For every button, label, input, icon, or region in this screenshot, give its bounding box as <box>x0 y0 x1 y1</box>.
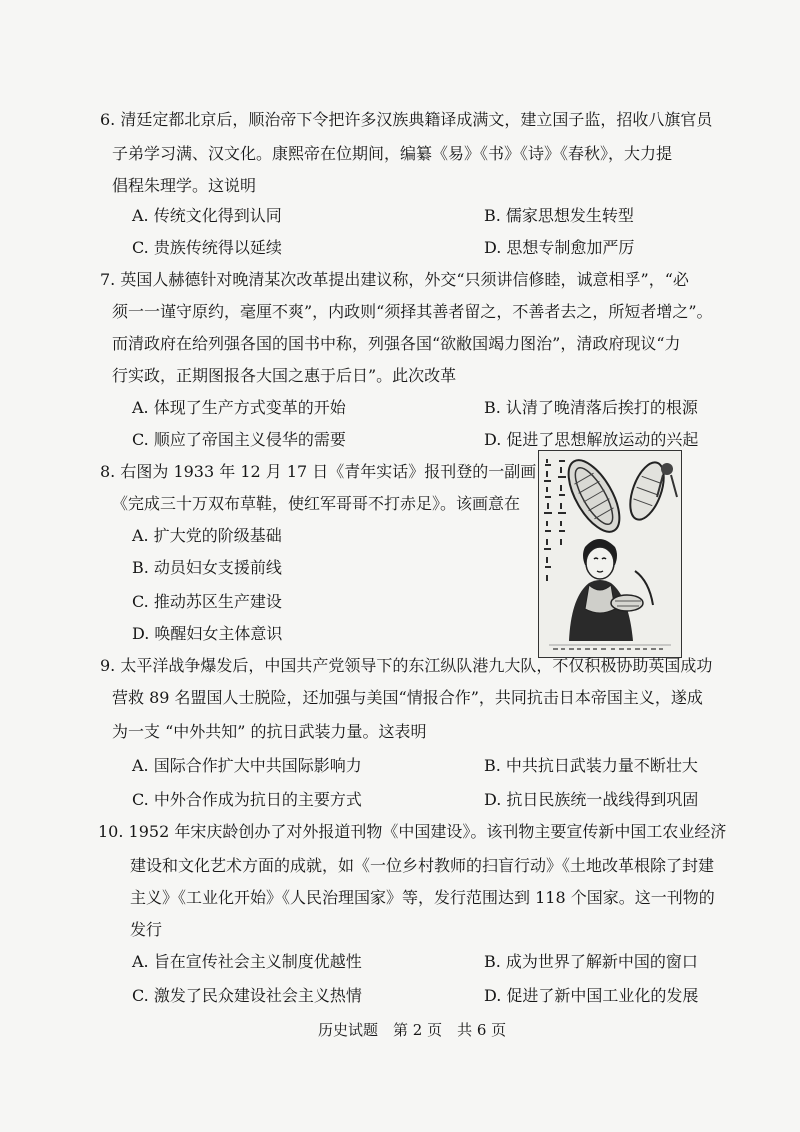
page-footer: 历史试题 第 2 页 共 6 页 <box>318 1021 507 1039</box>
q6-option-d: D. 思想专制愈加严厉 <box>484 238 635 257</box>
q9-option-b: B. 中共抗日武装力量不断壮大 <box>484 756 698 775</box>
q7-option-a: A. 体现了生产方式变革的开始 <box>132 398 346 417</box>
q8-stem-line-2: 《完成三十万双布草鞋，使红军哥哥不打赤足》。该画意在 <box>112 494 521 513</box>
illustration-drawing <box>539 451 681 657</box>
q6-option-b: B. 儒家思想发生转型 <box>484 206 634 225</box>
q10-option-b: B. 成为世界了解新中国的窗口 <box>484 952 698 971</box>
q8-option-b: B. 动员妇女支援前线 <box>132 558 282 577</box>
q9-option-c: C. 中外合作成为抗日的主要方式 <box>132 790 362 809</box>
q6-option-c: C. 贵族传统得以延续 <box>132 238 282 257</box>
q7-stem-line-1: 7. 英国人赫德针对晚清某次改革提出建议称，外交“只须讲信修睦，诚意相孚”，“必 <box>100 270 689 289</box>
q7-option-d: D. 促进了思想解放运动的兴起 <box>484 430 699 449</box>
q7-stem-line-2: 须一一谨守原约，毫厘不爽”，内政则“须择其善者留之，不善者去之，所短者增之”。 <box>112 302 713 321</box>
propaganda-illustration <box>538 450 682 658</box>
q9-stem-line-2: 营救 89 名盟国人士脱险，还加强与美国“情报合作”，共同抗击日本帝国主义，遂成 <box>112 688 703 707</box>
q7-option-b: B. 认清了晚清落后挨打的根源 <box>484 398 698 417</box>
q10-option-d: D. 促进了新中国工业化的发展 <box>484 986 699 1005</box>
q6-option-a: A. 传统文化得到认同 <box>132 206 282 225</box>
q7-option-c: C. 顺应了帝国主义侵华的需要 <box>132 430 346 449</box>
q10-option-c: C. 激发了民众建设社会主义热情 <box>132 986 362 1005</box>
q8-option-a: A. 扩大党的阶级基础 <box>132 526 282 545</box>
q10-stem-line-1: 10. 1952 年宋庆龄创办了对外报道刊物《中国建设》。该刊物主要宣传新中国工农业经济 <box>98 822 727 841</box>
q9-stem-line-1: 9. 太平洋战争爆发后，中国共产党领导下的东江纵队港九大队，不仅积极协助英国成功 <box>100 656 713 675</box>
q6-stem-line-3: 倡程朱理学。这说明 <box>112 176 257 195</box>
q9-option-a: A. 国际合作扩大中共国际影响力 <box>132 756 362 775</box>
q8-option-d: D. 唤醒妇女主体意识 <box>132 624 283 643</box>
q8-stem-line-1: 8. 右图为 1933 年 12 月 17 日《青年实话》报刊登的一副画 <box>100 462 537 481</box>
q6-stem-line-2: 子弟学习满、汉文化。康熙帝在位期间，编纂《易》《书》《诗》《春秋》，大力提 <box>112 144 673 163</box>
q8-option-c: C. 推动苏区生产建设 <box>132 592 282 611</box>
q6-stem-line-1: 6. 清廷定都北京后，顺治帝下令把许多汉族典籍译成满文，建立国子监，招收八旗官员 <box>100 110 713 129</box>
q10-stem-line-2: 建设和文化艺术方面的成就，如《一位乡村教师的扫盲行动》《土地改革根除了封建 <box>130 856 715 875</box>
q9-option-d: D. 抗日民族统一战线得到巩固 <box>484 790 699 809</box>
q7-stem-line-4: 行实政，正期图报各大国之惠于后日”。此次改革 <box>112 366 457 385</box>
q10-stem-line-4: 发行 <box>130 920 163 939</box>
q10-option-a: A. 旨在宣传社会主义制度优越性 <box>132 952 362 971</box>
q10-stem-line-3: 主义》《工业化开始》《人民治理国家》等，发行范围达到 118 个国家。这一刊物的 <box>130 888 715 907</box>
q9-stem-line-3: 为一支 “中外共知” 的抗日武装力量。这表明 <box>112 722 427 741</box>
q7-stem-line-3: 而清政府在给列强各国的国书中称，列强各国“欲敝国竭力图治”，清政府现议“力 <box>112 334 681 353</box>
